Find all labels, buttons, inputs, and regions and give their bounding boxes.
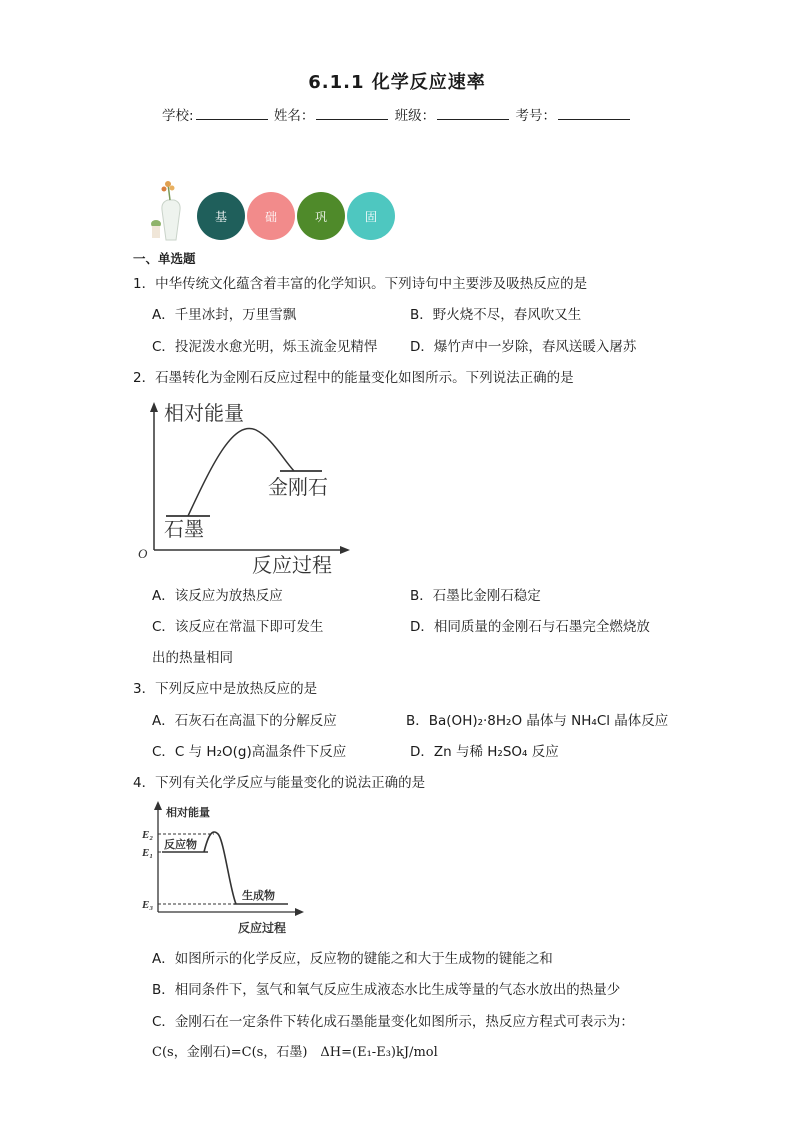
q2-origin: O bbox=[138, 546, 148, 561]
q1-option-c[interactable]: C．投泥泼水愈光明，烁玉流金见精悍 bbox=[152, 339, 378, 355]
q4-y-label: 相对能量 bbox=[166, 806, 210, 819]
question-4-stem: 4．下列有关化学反应与能量变化的说法正确的是 bbox=[133, 775, 426, 791]
q4-option-c-equation: C(s，金刚石)=C(s，石墨) ΔH=(E₁-E₃)kJ/mol bbox=[152, 1045, 438, 1060]
class-label: 班级： bbox=[394, 108, 436, 124]
question-1-stem: 1．中华传统文化蕴含着丰富的化学知识。下列诗句中主要涉及吸热反应的是 bbox=[133, 276, 588, 292]
question-2-stem: 2．石墨转化为金刚石反应过程中的能量变化如图所示。下列说法正确的是 bbox=[133, 370, 574, 386]
q1-option-a[interactable]: A．千里冰封，万里雪飘 bbox=[152, 307, 297, 323]
q2-diamond-label: 金刚石 bbox=[268, 477, 328, 499]
q4-option-c[interactable]: C．金刚石在一定条件下转化成石墨能量变化如图所示，热反应方程式可表示为： bbox=[152, 1014, 634, 1030]
school-label: 学校: bbox=[162, 108, 194, 124]
q4-product-label: 生成物 bbox=[242, 889, 275, 902]
school-blank[interactable] bbox=[196, 106, 268, 120]
q2-y-label: 相对能量 bbox=[164, 403, 244, 425]
name-blank[interactable] bbox=[316, 106, 388, 120]
q2-graphite-label: 石墨 bbox=[164, 519, 204, 541]
q4-e2-label: E₂ bbox=[142, 829, 154, 841]
section-title: 一、单选题 bbox=[133, 251, 196, 266]
q1-option-d[interactable]: D．爆竹声中一岁除，春风送暖入屠苏 bbox=[410, 339, 637, 355]
q4-x-label: 反应过程 bbox=[238, 921, 287, 935]
page-title: 6.1.1 化学反应速率 bbox=[308, 72, 486, 93]
q3-option-b[interactable]: B．Ba(OH)₂·8H₂O 晶体与 NH₄Cl 晶体反应 bbox=[406, 713, 669, 729]
q2-energy-diagram bbox=[134, 400, 354, 580]
q4-option-a[interactable]: A．如图所示的化学反应，反应物的键能之和大于生成物的键能之和 bbox=[152, 951, 553, 967]
badge-ji: 基 bbox=[197, 192, 245, 240]
q2-option-b[interactable]: B．石墨比金刚石稳定 bbox=[410, 588, 541, 604]
number-blank[interactable] bbox=[558, 106, 630, 120]
q3-option-a[interactable]: A．石灰石在高温下的分解反应 bbox=[152, 713, 337, 729]
number-label: 考号： bbox=[515, 108, 556, 124]
question-3-stem: 3．下列反应中是放热反应的是 bbox=[133, 681, 318, 697]
q3-option-c[interactable]: C．C 与 H₂O(g)高温条件下反应 bbox=[152, 744, 347, 760]
student-info-line bbox=[0, 104, 794, 124]
q4-e3-label: E₃ bbox=[142, 899, 154, 911]
q3-option-d[interactable]: D．Zn 与稀 H₂SO₄ 反应 bbox=[410, 744, 559, 760]
q1-option-b[interactable]: B．野火烧不尽，春风吹又生 bbox=[410, 307, 582, 323]
q2-option-a[interactable]: A．该反应为放热反应 bbox=[152, 588, 283, 604]
badge-gong: 巩 bbox=[297, 192, 345, 240]
q2-option-c[interactable]: C．该反应在常温下即可发生 bbox=[152, 619, 324, 635]
q4-reactant-label: 反应物 bbox=[164, 838, 197, 851]
q4-e1-label: E₁ bbox=[142, 847, 154, 859]
badge-chu: 础 bbox=[247, 192, 295, 240]
q4-option-b[interactable]: B．相同条件下，氢气和氧气反应生成液态水比生成等量的气态水放出的热量少 bbox=[152, 982, 621, 998]
q4-energy-diagram bbox=[138, 800, 308, 942]
plant-vase-icon bbox=[148, 180, 188, 242]
class-blank[interactable] bbox=[437, 106, 509, 120]
badge-gu: 固 bbox=[347, 192, 395, 240]
q2-option-d[interactable]: D．相同质量的金刚石与石墨完全燃烧放 bbox=[410, 619, 650, 635]
q2-option-d-cont: 出的热量相同 bbox=[152, 650, 233, 666]
name-label: 姓名： bbox=[273, 108, 315, 124]
q2-x-label: 反应过程 bbox=[252, 555, 332, 577]
